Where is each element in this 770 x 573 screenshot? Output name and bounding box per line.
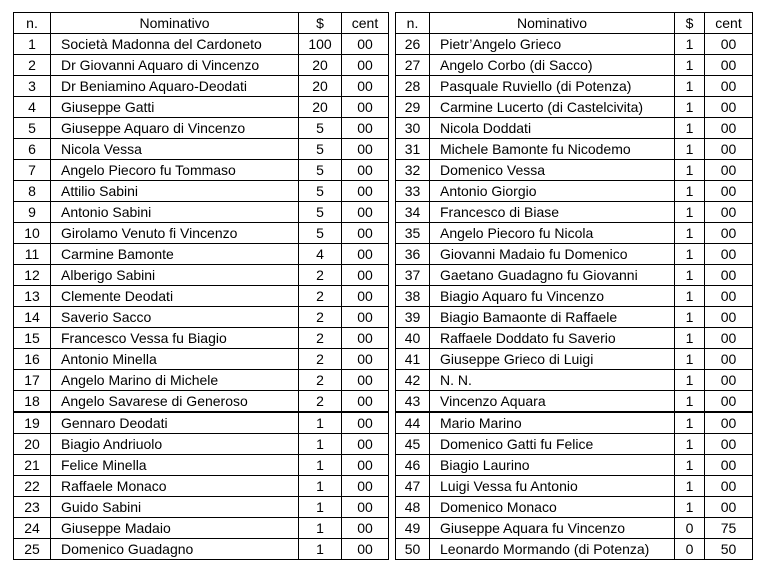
table-row [14,539,389,560]
table-row [14,391,389,413]
amount-cents: 50 [705,539,753,560]
amount-dollars: 1 [675,181,705,202]
amount-dollars: 1 [675,455,705,476]
donor-name: Biagio Aquaro fu Vincenzo [430,286,675,307]
row-number: 39 [396,307,430,328]
row-number: 15 [14,328,51,349]
donor-name: Gaetano Guadagno fu Giovanni [430,265,675,286]
header-number: n. [14,13,51,34]
amount-cents: 00 [342,328,389,349]
row-number: 30 [396,118,430,139]
donor-name: Domenico Guadagno [51,539,299,560]
table-row [396,55,753,76]
donor-name: Alberigo Sabini [51,265,299,286]
amount-dollars: 1 [299,455,342,476]
row-number: 2 [14,55,51,76]
amount-dollars: 1 [675,55,705,76]
row-number: 23 [14,497,51,518]
row-number: 9 [14,202,51,223]
amount-dollars: 1 [675,76,705,97]
table-row [396,412,753,434]
amount-dollars: 1 [299,518,342,539]
table-row [14,244,389,265]
amount-dollars: 1 [675,265,705,286]
amount-cents: 00 [342,434,389,455]
table-row [14,139,389,160]
header-row [396,13,753,34]
row-number: 14 [14,307,51,328]
amount-dollars: 1 [675,328,705,349]
amount-dollars: 1 [299,434,342,455]
donor-name: N. N. [430,370,675,391]
amount-cents: 00 [342,497,389,518]
amount-cents: 00 [705,202,753,223]
row-number: 34 [396,202,430,223]
row-number: 28 [396,76,430,97]
row-number: 32 [396,160,430,181]
row-number: 41 [396,349,430,370]
donor-name: Raffaele Doddato fu Saverio [430,328,675,349]
amount-cents: 00 [705,118,753,139]
amount-dollars: 4 [299,244,342,265]
table-row [14,518,389,539]
donor-name: Giuseppe Aquaro di Vincenzo [51,118,299,139]
table-row [396,223,753,244]
table-row [396,202,753,223]
amount-dollars: 1 [675,497,705,518]
amount-dollars: 20 [299,76,342,97]
amount-dollars: 2 [299,391,342,413]
amount-dollars: 0 [675,518,705,539]
table-row [396,539,753,560]
header-name: Nominativo [430,13,675,34]
amount-cents: 00 [342,476,389,497]
donor-name: Nicola Doddati [430,118,675,139]
donor-name: Pasquale Ruviello (di Potenza) [430,76,675,97]
donor-name: Francesco di Biase [430,202,675,223]
amount-dollars: 1 [675,307,705,328]
donor-name: Raffaele Monaco [51,476,299,497]
amount-cents: 00 [705,160,753,181]
donor-name: Angelo Marino di Michele [51,370,299,391]
amount-dollars: 5 [299,139,342,160]
row-number: 44 [396,412,430,434]
header-name: Nominativo [51,13,299,34]
amount-cents: 00 [342,55,389,76]
amount-dollars: 1 [675,349,705,370]
table-row [14,202,389,223]
amount-dollars: 2 [299,307,342,328]
donor-name: Angelo Piecoro fu Tommaso [51,160,299,181]
amount-dollars: 1 [675,202,705,223]
donor-name: Giuseppe Gatti [51,97,299,118]
amount-cents: 00 [342,223,389,244]
row-number: 1 [14,34,51,55]
table-row [396,139,753,160]
donor-name: Biagio Bamaonte di Raffaele [430,307,675,328]
amount-cents: 00 [705,286,753,307]
amount-cents: 00 [342,539,389,560]
table-row [14,349,389,370]
amount-dollars: 1 [675,434,705,455]
donor-name: Domenico Gatti fu Felice [430,434,675,455]
amount-dollars: 1 [299,476,342,497]
table-row [14,181,389,202]
table-row [396,328,753,349]
amount-cents: 00 [342,139,389,160]
row-number: 29 [396,97,430,118]
header-cent: cent [342,13,389,34]
table-row [14,328,389,349]
amount-cents: 00 [342,118,389,139]
amount-dollars: 20 [299,55,342,76]
amount-cents: 00 [342,244,389,265]
donor-name: Giuseppe Aquara fu Vincenzo [430,518,675,539]
amount-cents: 00 [342,412,389,434]
amount-cents: 00 [705,455,753,476]
amount-cents: 00 [342,370,389,391]
donor-name: Società Madonna del Cardoneto [51,34,299,55]
amount-cents: 00 [705,244,753,265]
table-row [396,76,753,97]
amount-dollars: 100 [299,34,342,55]
amount-dollars: 1 [675,476,705,497]
amount-dollars: 5 [299,118,342,139]
amount-dollars: 1 [675,118,705,139]
donor-name: Saverio Sacco [51,307,299,328]
donor-name: Nicola Vessa [51,139,299,160]
row-number: 10 [14,223,51,244]
row-number: 8 [14,181,51,202]
donor-name: Leonardo Mormando (di Potenza) [430,539,675,560]
table-row [396,349,753,370]
row-number: 49 [396,518,430,539]
row-number: 17 [14,370,51,391]
table-row [396,34,753,55]
table-row [14,76,389,97]
row-number: 37 [396,265,430,286]
donor-name: Guido Sabini [51,497,299,518]
row-number: 3 [14,76,51,97]
donor-name: Domenico Monaco [430,497,675,518]
row-number: 47 [396,476,430,497]
row-number: 18 [14,391,51,413]
table-row [396,307,753,328]
row-number: 35 [396,223,430,244]
table-body [396,34,753,560]
donor-name: Carmine Lucerto (di Castelcivita) [430,97,675,118]
donor-name: Dr Giovanni Aquaro di Vincenzo [51,55,299,76]
amount-dollars: 1 [675,34,705,55]
row-number: 12 [14,265,51,286]
row-number: 40 [396,328,430,349]
donor-table-left [13,12,389,560]
amount-cents: 75 [705,518,753,539]
amount-cents: 00 [705,349,753,370]
row-number: 43 [396,391,430,413]
amount-cents: 00 [342,76,389,97]
amount-cents: 00 [705,307,753,328]
amount-dollars: 2 [299,286,342,307]
table-row [14,223,389,244]
donor-name: Vincenzo Aquara [430,391,675,413]
table-row [14,497,389,518]
donor-name: Antonio Sabini [51,202,299,223]
donor-name: Attilio Sabini [51,181,299,202]
amount-dollars: 1 [675,97,705,118]
row-number: 22 [14,476,51,497]
row-number: 31 [396,139,430,160]
amount-dollars: 2 [299,370,342,391]
donor-name: Giovanni Madaio fu Domenico [430,244,675,265]
amount-cents: 00 [705,412,753,434]
donor-name: Angelo Savarese di Generoso [51,391,299,413]
amount-cents: 00 [705,97,753,118]
amount-cents: 00 [342,34,389,55]
amount-cents: 00 [342,181,389,202]
amount-dollars: 5 [299,223,342,244]
row-number: 42 [396,370,430,391]
amount-dollars: 1 [299,412,342,434]
donor-name: Clemente Deodati [51,286,299,307]
table-row [14,34,389,55]
amount-dollars: 1 [675,139,705,160]
amount-cents: 00 [705,34,753,55]
row-number: 45 [396,434,430,455]
table-row [14,476,389,497]
amount-cents: 00 [342,160,389,181]
amount-cents: 00 [705,223,753,244]
amount-dollars: 1 [675,286,705,307]
row-number: 27 [396,55,430,76]
amount-cents: 00 [705,76,753,97]
amount-cents: 00 [342,391,389,413]
row-number: 4 [14,97,51,118]
amount-cents: 00 [342,202,389,223]
amount-dollars: 2 [299,265,342,286]
table-row [14,370,389,391]
table-row [14,307,389,328]
amount-cents: 00 [705,391,753,413]
amount-cents: 00 [705,139,753,160]
amount-cents: 00 [342,455,389,476]
table-row [14,455,389,476]
table-row [396,476,753,497]
amount-cents: 00 [705,181,753,202]
table-row [14,55,389,76]
row-number: 50 [396,539,430,560]
donor-name: Pietr’Angelo Grieco [430,34,675,55]
amount-dollars: 1 [675,223,705,244]
table-row [14,265,389,286]
amount-dollars: 1 [299,497,342,518]
donor-name: Michele Bamonte fu Nicodemo [430,139,675,160]
donor-name: Domenico Vessa [430,160,675,181]
row-number: 16 [14,349,51,370]
amount-dollars: 1 [299,539,342,560]
amount-cents: 00 [705,434,753,455]
donor-table-right [395,12,753,560]
row-number: 19 [14,412,51,434]
table-row [396,455,753,476]
row-number: 11 [14,244,51,265]
donor-name: Angelo Corbo (di Sacco) [430,55,675,76]
table-row [396,518,753,539]
amount-cents: 00 [705,497,753,518]
row-number: 26 [396,34,430,55]
table-row [14,97,389,118]
amount-dollars: 1 [675,391,705,413]
amount-dollars: 1 [675,160,705,181]
amount-cents: 00 [342,286,389,307]
amount-cents: 00 [705,328,753,349]
amount-cents: 00 [342,518,389,539]
amount-dollars: 20 [299,97,342,118]
table-row [396,370,753,391]
amount-dollars: 5 [299,181,342,202]
donor-name: Biagio Laurino [430,455,675,476]
donor-name: Antonio Minella [51,349,299,370]
amount-cents: 00 [342,265,389,286]
donor-name: Girolamo Venuto fi Vincenzo [51,223,299,244]
amount-dollars: 2 [299,328,342,349]
amount-cents: 00 [342,349,389,370]
row-number: 33 [396,181,430,202]
donor-name: Dr Beniamino Aquaro-Deodati [51,76,299,97]
amount-cents: 00 [705,476,753,497]
table-row [396,160,753,181]
donor-name: Francesco Vessa fu Biagio [51,328,299,349]
table-row [14,160,389,181]
table-row [396,181,753,202]
donor-name: Biagio Andriuolo [51,434,299,455]
header-cent: cent [705,13,753,34]
row-number: 25 [14,539,51,560]
donor-name: Felice Minella [51,455,299,476]
row-number: 20 [14,434,51,455]
amount-cents: 00 [705,370,753,391]
row-number: 48 [396,497,430,518]
amount-dollars: 5 [299,160,342,181]
amount-cents: 00 [705,55,753,76]
header-number: n. [396,13,430,34]
donor-name: Giuseppe Grieco di Luigi [430,349,675,370]
table-row [396,244,753,265]
header-row [14,13,389,34]
header-dollar: $ [299,13,342,34]
table-row [14,286,389,307]
donor-name: Antonio Giorgio [430,181,675,202]
row-number: 24 [14,518,51,539]
donor-name: Gennaro Deodati [51,412,299,434]
donor-name: Carmine Bamonte [51,244,299,265]
row-number: 6 [14,139,51,160]
table-row [396,118,753,139]
table-row [396,97,753,118]
row-number: 5 [14,118,51,139]
donor-name: Giuseppe Madaio [51,518,299,539]
row-number: 13 [14,286,51,307]
donor-name: Luigi Vessa fu Antonio [430,476,675,497]
table-row [14,412,389,434]
row-number: 46 [396,455,430,476]
amount-dollars: 0 [675,539,705,560]
amount-cents: 00 [705,265,753,286]
row-number: 7 [14,160,51,181]
donor-name: Angelo Piecoro fu Nicola [430,223,675,244]
table-row [396,434,753,455]
header-dollar: $ [675,13,705,34]
table-row [14,434,389,455]
amount-dollars: 5 [299,202,342,223]
table-row [396,497,753,518]
amount-dollars: 1 [675,412,705,434]
amount-dollars: 1 [675,244,705,265]
amount-cents: 00 [342,307,389,328]
row-number: 36 [396,244,430,265]
table-row [14,118,389,139]
row-number: 21 [14,455,51,476]
row-number: 38 [396,286,430,307]
amount-cents: 00 [342,97,389,118]
donor-name: Mario Marino [430,412,675,434]
amount-dollars: 1 [675,370,705,391]
table-row [396,286,753,307]
amount-dollars: 2 [299,349,342,370]
table-row [396,391,753,413]
table-body [14,34,389,560]
table-row [396,265,753,286]
